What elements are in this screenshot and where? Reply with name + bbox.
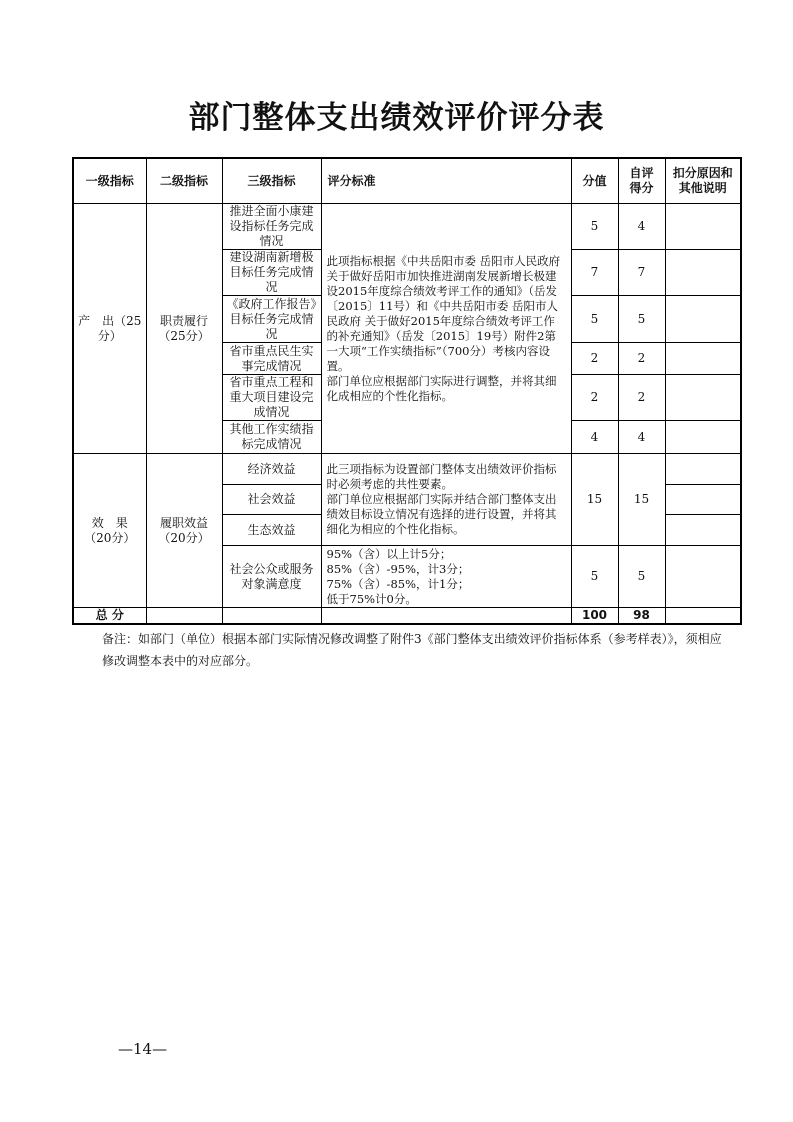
header-row <box>73 158 741 204</box>
level1-output <box>73 204 146 454</box>
level1-effect-text: 效 果 （20分） <box>84 515 136 545</box>
remarks-cell <box>665 546 741 608</box>
level3-cell: 生态效益 <box>222 515 321 546</box>
level3-cell: 推进全面小康建设指标任务完成情况 <box>222 204 321 250</box>
level2-duty <box>146 204 222 454</box>
score-cell: 7 <box>571 250 618 296</box>
level1-effect <box>73 454 146 608</box>
remarks-cell <box>665 454 741 485</box>
total-label: 总 分 <box>73 608 146 625</box>
criteria-satisfaction-text: 95%（含）以上计5分； 85%（含）-95%，计3分； 75%（含）-85%，计1分； 低于75%计0分。 <box>326 546 470 606</box>
criteria-group1 <box>321 204 571 454</box>
score-table <box>72 157 742 625</box>
header-remarks <box>665 158 741 204</box>
empty-cell <box>146 608 222 625</box>
header-level3: 三级指标 <box>222 158 321 204</box>
score-cell: 15 <box>571 454 618 546</box>
score-cell: 2 <box>571 343 618 375</box>
remarks-cell <box>665 343 741 375</box>
header-score: 分值 <box>571 158 618 204</box>
level2-benefit-text: 履职效益 （20分） <box>158 515 210 545</box>
empty-cell <box>321 608 571 625</box>
header-self-score <box>618 158 665 204</box>
header-criteria: 评分标准 <box>321 158 571 204</box>
header-level1: 一级指标 <box>73 158 146 204</box>
total-self-score: 98 <box>618 608 665 625</box>
self-score-cell: 5 <box>618 546 665 608</box>
self-score-cell: 4 <box>618 421 665 454</box>
score-cell: 5 <box>571 546 618 608</box>
score-cell: 2 <box>571 375 618 421</box>
level3-cell: 社会效益 <box>222 485 321 515</box>
level3-cell: 建设湖南新增极目标任务完成情况 <box>222 250 321 296</box>
remarks-cell <box>665 485 741 515</box>
header-level2: 二级指标 <box>146 158 222 204</box>
level3-cell: 省市重点民生实事完成情况 <box>222 343 321 375</box>
criteria-group2-text: 此三项指标为设置部门整体支出绩效评价指标时必须考虑的共性要素。 部门单位应根据部门实际并结合部门整体支出绩效目标设立情况有选择的进行设置，并将其细化为相应的个性化指标。 <box>326 462 557 536</box>
remarks-cell <box>665 250 741 296</box>
level3-cell: 《政府工作报告》目标任务完成情况 <box>222 296 321 343</box>
level3-cell: 省市重点工程和重大项目建设完成情况 <box>222 375 321 421</box>
remarks-cell <box>665 515 741 546</box>
criteria-group2 <box>321 454 571 546</box>
remarks-cell <box>665 204 741 250</box>
remarks-cell <box>665 375 741 421</box>
total-row <box>73 608 741 625</box>
empty-cell <box>665 608 741 625</box>
self-score-cell: 5 <box>618 296 665 343</box>
remarks-cell <box>665 421 741 454</box>
score-cell: 4 <box>571 421 618 454</box>
empty-cell <box>222 608 321 625</box>
score-cell: 5 <box>571 296 618 343</box>
page-number: —14— <box>118 1040 168 1058</box>
total-score: 100 <box>571 608 618 625</box>
footnote: 备注：如部门（单位）根据本部门实际情况修改调整了附件3《部门整体支出绩效评价指标体系（参考样表）》，须相应修改调整本表中的对应部分。 <box>102 632 722 668</box>
self-score-cell: 2 <box>618 343 665 375</box>
level2-benefit <box>146 454 222 608</box>
criteria-satisfaction <box>321 546 571 608</box>
self-score-cell: 7 <box>618 250 665 296</box>
level3-cell: 社会公众或服务对象满意度 <box>222 546 321 608</box>
self-score-cell: 15 <box>618 454 665 546</box>
level3-cell: 其他工作实绩指标完成情况 <box>222 421 321 454</box>
self-score-cell: 2 <box>618 375 665 421</box>
header-remarks-text: 扣分原因和 其他说明 <box>672 166 733 195</box>
header-self-score-text: 自评 得分 <box>629 166 654 195</box>
level2-duty-text: 职责履行 （25分） <box>158 313 210 343</box>
criteria-group1-text: 此项指标根据《中共岳阳市委 岳阳市人民政府 关于做好岳阳市加快推进湖南发展新增长极建设2015年度综合绩效考评工作的通知》（岳发〔2015〕11号）和《中共岳阳市委 岳阳市人民政府 关于做好2015年度综合绩效考评工作的补充通知》（岳发〔2015〕19号）附件2第一大项“工作实绩指标”（700分）考核内容设置。 部门单位应根据部门实际进行调整，并将其细化成相应的个性化指标。 <box>326 253 561 403</box>
remarks-cell <box>665 296 741 343</box>
level3-cell: 经济效益 <box>222 454 321 485</box>
table-row <box>73 454 741 485</box>
self-score-cell: 4 <box>618 204 665 250</box>
table-row <box>73 204 741 250</box>
score-cell: 5 <box>571 204 618 250</box>
level1-output-text: 产 出（25 分） <box>78 313 142 343</box>
page-title: 部门整体支出绩效评价评分表 <box>188 100 605 136</box>
